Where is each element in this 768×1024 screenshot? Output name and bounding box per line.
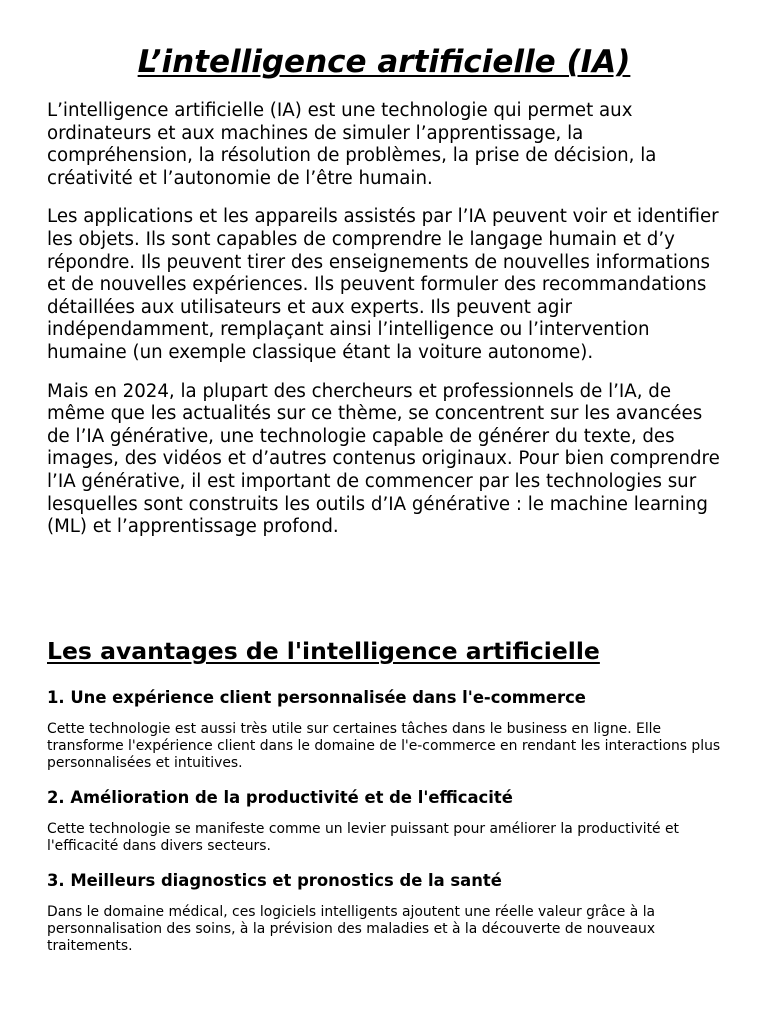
advantages-list <box>47 687 727 970</box>
advantage-item <box>47 687 727 772</box>
advantage-heading: 3. Meilleurs diagnostics et pronostics de la santé <box>47 871 502 890</box>
advantages-section-title: Les avantages de l'intelligence artificielle <box>47 637 600 665</box>
advantage-body: Cette technologie se manifeste comme un levier puissant pour améliorer la productivité et l'efficacité dans divers secteurs. <box>47 821 679 854</box>
advantage-heading: 2. Amélioration de la productivité et de l'efficacité <box>47 788 513 807</box>
intro-paragraph: Les applications et les appareils assistés par l’IA peuvent voir et identifier les objets. Ils sont capables de comprendre le langage humain et d’y répondre. Ils peuvent tirer des enseignements de nouvelles informations et de nouvelles expériences. Ils peuvent formuler des recommandations détaillées aux utilisateurs et aux experts. Ils peuvent agir indépendamment, remplaçant ainsi l’intelligence ou l’intervention humaine (un exemple classique étant la voiture autonome). <box>47 206 719 363</box>
intro-paragraph: Mais en 2024, la plupart des chercheurs et professionnels de l’IA, de même que les actualités sur ce thème, se concentrent sur les avancées de l’IA générative, une technologie capable de générer du texte, des images, des vidéos et d’autres contenus originaux. Pour bien comprendre l’IA générative, il est important de commencer par les technologies sur lesquelles sont construits les outils d’IA générative : le machine learning (ML) et l’apprentissage profond. <box>47 380 720 538</box>
advantage-heading: 1. Une expérience client personnalisée dans l'e-commerce <box>47 688 586 707</box>
document-title: L’intelligence artificielle (IA) <box>137 44 631 80</box>
intro-section <box>47 100 727 555</box>
advantage-body: Cette technologie est aussi très utile sur certaines tâches dans le business en ligne. Elle transforme l'expérience client dans le domaine de l'e-commerce en rendant les interactions plus personnalisées et intuitives. <box>47 721 721 771</box>
advantage-item <box>47 787 727 855</box>
intro-paragraph: L’intelligence artificielle (IA) est une technologie qui permet aux ordinateurs et aux machines de simuler l’apprentissage, la compréhension, la résolution de problèmes, la prise de décision, la créativité et l’autonomie de l’être humain. <box>47 100 657 189</box>
advantage-body: Dans le domaine médical, ces logiciels intelligents ajoutent une réelle valeur grâce à la personnalisation des soins, à la prévision des maladies et à la découverte de nouveaux traitements. <box>47 904 656 954</box>
advantage-item <box>47 870 727 955</box>
